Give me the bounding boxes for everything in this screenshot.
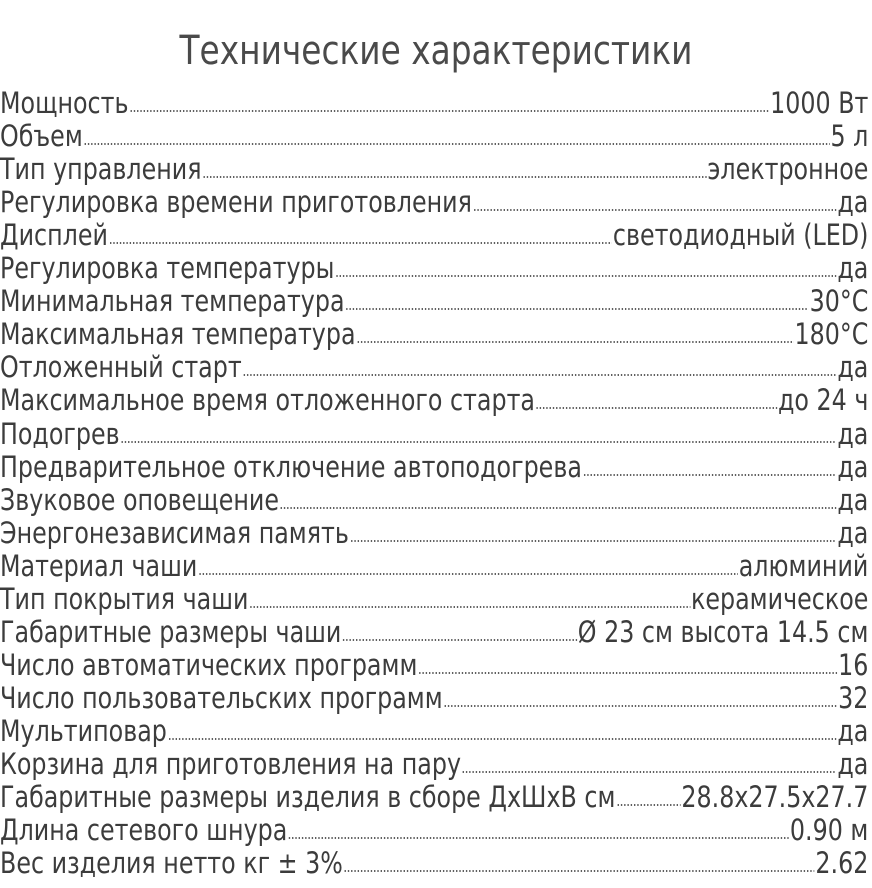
spec-label: Подогрев — [0, 416, 120, 451]
dot-leader — [280, 507, 837, 509]
dot-leader — [473, 209, 837, 211]
spec-label: Объем — [0, 119, 83, 154]
dot-leader — [109, 242, 612, 244]
spec-label: Мультиповар — [0, 713, 167, 748]
dot-leader — [129, 110, 769, 112]
spec-value: да — [837, 251, 869, 286]
spec-label: Максимальное время отложенного старта — [0, 383, 536, 418]
spec-label: Минимальная температура — [0, 284, 345, 319]
spec-value: 180°C — [794, 317, 869, 352]
spec-label: Максимальная температура — [0, 317, 356, 352]
spec-row — [0, 647, 872, 680]
dot-leader — [288, 837, 789, 839]
dot-leader — [344, 870, 815, 872]
spec-row — [0, 316, 872, 352]
dot-leader — [243, 374, 837, 376]
spec-row — [0, 85, 872, 121]
spec-row — [0, 581, 872, 614]
spec-row — [0, 415, 872, 451]
spec-row — [0, 845, 872, 881]
spec-value: да — [837, 515, 869, 550]
spec-label: Тип покрытия чаши — [0, 581, 249, 616]
dot-leader — [342, 639, 577, 641]
spec-row — [0, 515, 872, 548]
spec-row — [0, 614, 872, 647]
spec-label: Дисплей — [0, 218, 108, 253]
spec-row — [0, 184, 872, 220]
spec-value: да — [837, 185, 869, 220]
dot-leader — [198, 573, 738, 575]
spec-value: Ø 23 см высота 14.5 см — [577, 614, 869, 649]
spec-label: Предварительное отключение автоподогрева — [0, 449, 582, 484]
spec-value: 2.62 — [815, 846, 869, 881]
spec-row — [0, 482, 872, 515]
specs-list — [0, 85, 872, 881]
spec-row — [0, 713, 872, 746]
spec-label: Габаритные размеры чаши — [0, 614, 342, 649]
dot-leader — [168, 738, 837, 740]
spec-label: Тип управления — [0, 152, 202, 187]
spec-label: Длина сетевого шнура — [0, 813, 288, 848]
spec-value: да — [837, 350, 869, 385]
spec-value: 1000 Вт — [770, 86, 869, 121]
dot-leader — [350, 540, 837, 542]
dot-leader — [418, 672, 837, 674]
spec-value: 30°C — [809, 284, 869, 319]
spec-value: 28.8x27.5x27.7 — [681, 780, 869, 815]
spec-value: до 24 ч — [777, 383, 869, 418]
spec-label: Энергонезависимая память — [0, 515, 349, 550]
spec-value: да — [837, 449, 869, 484]
spec-label: Материал чаши — [0, 548, 198, 583]
dot-leader — [444, 705, 838, 707]
spec-row — [0, 349, 872, 385]
spec-label: Отложенный старт — [0, 350, 242, 385]
dot-leader — [536, 407, 777, 409]
dot-leader — [356, 341, 793, 343]
spec-row — [0, 283, 872, 319]
page-title: Технические характеристики — [179, 27, 693, 74]
dot-leader — [202, 176, 706, 178]
spec-row — [0, 250, 872, 286]
spec-value: 0.90 м — [789, 813, 869, 848]
spec-row — [0, 680, 872, 713]
spec-row — [0, 779, 872, 815]
spec-row — [0, 217, 872, 253]
spec-row — [0, 746, 872, 779]
spec-row — [0, 548, 872, 581]
dot-leader — [583, 474, 837, 476]
spec-value: 32 — [838, 680, 869, 715]
spec-row — [0, 449, 872, 482]
dot-leader — [84, 143, 830, 145]
spec-label: Корзина для приготовления на пару — [0, 746, 462, 781]
spec-value: 16 — [838, 647, 869, 682]
dot-leader — [249, 606, 690, 608]
dot-leader — [335, 275, 836, 277]
dot-leader — [616, 804, 680, 806]
spec-value: да — [837, 416, 869, 451]
dot-leader — [462, 771, 837, 773]
spec-row — [0, 812, 872, 848]
spec-label: Звуковое оповещение — [0, 482, 279, 517]
spec-value: да — [837, 713, 869, 748]
dot-leader — [120, 441, 836, 443]
spec-row — [0, 151, 872, 187]
dot-leader — [345, 308, 808, 310]
spec-label: Регулировка температуры — [0, 251, 335, 286]
spec-value: да — [837, 746, 869, 781]
spec-label: Число автоматических программ — [0, 647, 418, 682]
spec-value: алюминий — [738, 548, 869, 583]
spec-label: Мощность — [0, 86, 129, 121]
spec-value: светодиодный (LED) — [612, 218, 869, 253]
spec-label: Регулировка времени приготовления — [0, 185, 472, 220]
spec-label: Число пользовательских программ — [0, 680, 443, 715]
spec-value: 5 л — [830, 119, 869, 154]
spec-label: Габаритные размеры изделия в сборе ДхШхВ см — [0, 780, 616, 815]
spec-row — [0, 382, 872, 418]
spec-label: Вес изделия нетто кг ± 3% — [0, 846, 343, 881]
spec-value: да — [837, 482, 869, 517]
spec-row — [0, 118, 872, 154]
spec-value: электронное — [707, 152, 869, 187]
spec-value: керамическое — [691, 581, 869, 616]
